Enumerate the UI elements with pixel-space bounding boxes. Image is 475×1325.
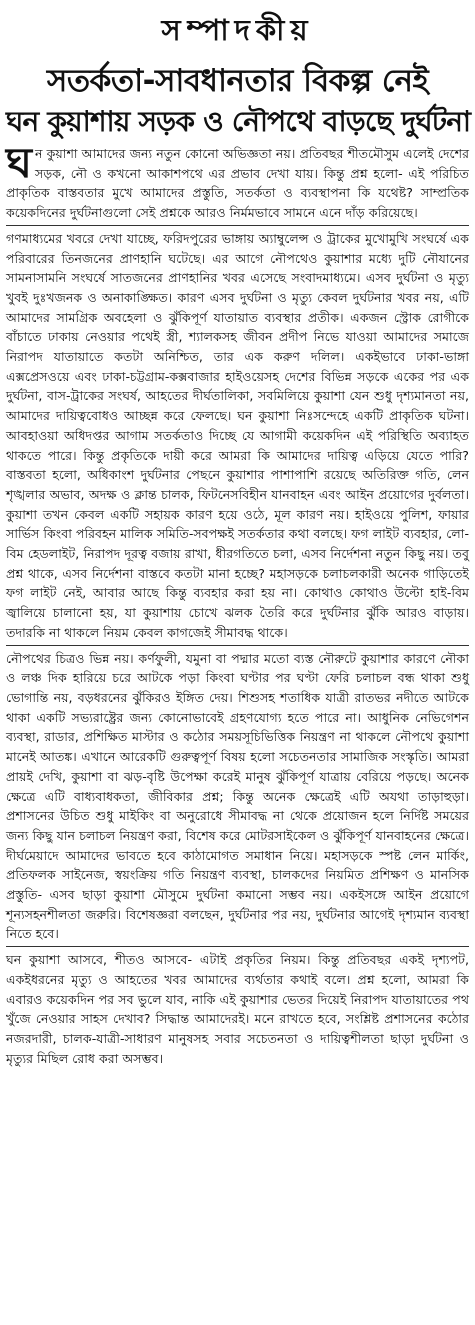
paragraph-divider [6, 225, 469, 226]
article-paragraph-text: ন কুয়াশা আমাদের জন্য নতুন কোনো অভিজ্ঞতা নয়। প্রতিবছর শীতমৌসুম এলেই দেশের সড়ক, নৌ ও কখনো আকাশপথে এর প্রভাব দেখা যায়। কিন্তু প্রশ্ন হলো- এই পরিচিত প্রাকৃতিক বাস্তবতার মুখে আমাদের প্রস্তুতি, সতর্কতা ও ব্যবস্থাপনা কি যথেষ্ট? সাম্প্রতিক কয়েকদিনের দুর্ঘটনাগুলো সেই প্রশ্নকে আরও নির্মমভাবে সামনে এনে দাঁড় করিয়েছে। [6, 146, 469, 221]
subheadline: ঘন কুয়াশায় সড়ক ও নৌপথে বাড়ছে দুর্ঘটনা [6, 105, 471, 138]
drop-cap: ঘ [6, 138, 32, 187]
paragraph-divider [6, 946, 469, 947]
section-label: সম্পাদকীয় [161, 13, 314, 47]
article-paragraph: নৌপথের চিত্রও ভিন্ন নয়। কর্ণফুলী, যমুনা বা পদ্মার মতো ব্যস্ত নৌরুটে কুয়াশার কারণে নৌকা ও লঞ্চ দিক হারিয়ে চরে আটকে পড়া কিংবা ঘণ্টার পর ঘণ্টা ফেরি চলাচল বন্ধ থাকা শুধু ভোগান্তি নয়, বড়ধরনের ঝুঁকিরও ইঙ্গিত দেয়। শিশুসহ শতাধিক যাত্রী রাতভর নদীতে আটকে থাকা একটি সভ্যরাষ্ট্রের জন্য কোনোভাবেই গ্রহণযোগ্য হতে পারে না। আধুনিক নেভিগেশন ব্যবস্থা, রাডার, প্রশিক্ষিত মাস্টার ও কঠোর সময়সূচিভিত্তিক নিয়ন্ত্রণ না থাকলে নৌপথে কুয়াশা মানেই আতঙ্ক। এখানে আরেকটি গুরুত্বপূর্ণ বিষয় হলো সচেতনতার সামাজিক সংস্কৃতি। আমরা প্রায়ই দেখি, কুয়াশা বা ঝড়-বৃষ্টি উপেক্ষা করেই মানুষ ঝুঁকিপূর্ণ যাত্রায় বেরিয়ে পড়ছে। অনেক ক্ষেত্রে এটি বাধ্যবাধকতা, জীবিকার প্রশ্ন; কিন্তু অনেক ক্ষেত্রেই এটি অযথা তাড়াহুড়া। প্রশাসনের উচিত শুধু মাইকিং বা অনুরোধে সীমাবদ্ধ না থেকে প্রয়োজন হলে নির্দিষ্ট সময়ের জন্য কিছু যান চলাচল নিয়ন্ত্রণ করা, বিশেষ করে মোটরসাইকেল ও ঝুঁকিপূর্ণ যানবাহনের ক্ষেত্রে। দীর্ঘমেয়াদে আমাদের ভাবতে হবে কাঠামোগত সমাধান নিয়ে। মহাসড়কে স্পষ্ট লেন মার্কিং, প্রতিফলক সাইনেজ, স্বয়ংক্রিয় গতি নিয়ন্ত্রণ ব্যবস্থা, চালকদের নিয়মিত প্রশিক্ষণ ও মানসিক প্রস্তুতি- এসব ছাড়া কুয়াশা মৌসুমে দুর্ঘটনা কমানো সম্ভব নয়। একইসঙ্গে আইন প্রয়োগে শূন্যসহনশীলতা জরুরি। বিশেষজ্ঞরা বলছেন, দুর্ঘটনার পর নয়, দুর্ঘটনার আগেই দৃশ্যমান ব্যবস্থা নিতে হবে। [6, 650, 469, 942]
article-paragraph: গণমাধ্যমের খবরে দেখা যাচ্ছে, ফরিদপুরের ভাঙ্গায় অ্যাম্বুলেন্স ও ট্রাকের মুখোমুখি সংঘর্ষে এক পরিবারের তিনজনের প্রাণহানি ঘটেছে। এর আগে নৌপথেও কুয়াশার মধ্যে দুটি নৌযানের সামনাসামনি সংঘর্ষে সাতজনের প্রাণহানির খবর এসেছে সংবাদমাধ্যমে। এসব দুর্ঘটনা ও মৃত্যু খুবই দুঃখজনক ও অনাকাঙ্ক্ষিত। কারণ এসব দুর্ঘটনা ও মৃত্যু কেবল দুর্ঘটনার খবর নয়, এটি আমাদের সামগ্রিক অবহেলা ও ঝুঁকিপূর্ণ যাতায়াত ব্যবস্থার প্রতীক। একজন স্ট্রোক রোগীকে বাঁচাতে ঢাকায় নেওয়ার পথেই স্ত্রী, শ্যালকসহ জীবন প্রদীপ নিভে যাওয়া আমাদের সমাজে নিরাপদ যাতায়াতে কতটা অনিশ্চিত, তার এক করুণ দলিল। একইভাবে ঢাকা-ভাঙ্গা এক্সপ্রেসওয়ে এবং ঢাকা-চট্টগ্রাম-কক্সবাজার হাইওয়েসহ দেশের বিভিন্ন সড়কে একের পর এক দুর্ঘটনা, বাস-ট্রাকের সংঘর্ষ, আহতের দীর্ঘতালিকা, সবমিলিয়ে কুয়াশা যেন শুধু দৃশ্যমানতা নয়, আমাদের দায়িত্ববোধও আচ্ছন্ন করে ফেলছে। ঘন কুয়াশা নিঃসন্দেহে একটি প্রাকৃতিক ঘটনা। আবহাওয়া অধিদপ্তর আগাম সতর্কতাও দিচ্ছে যে আগামী কয়েকদিন এই পরিস্থিতি অব্যাহত থাকতে পারে। কিন্তু প্রকৃতিকে দায়ী করে আমরা কি আমাদের দায়িত্ব এড়িয়ে যেতে পারি? বাস্তবতা হলো, অধিকাংশ দুর্ঘটনার পেছনে কুয়াশার পাশাপাশি রয়েছে অতিরিক্ত গতি, লেন শৃঙ্খলার অভাব, অদক্ষ ও ক্লান্ত চালক, ফিটনেসবিহীন যানবাহন এবং আইন প্রয়োগের দুর্বলতা। কুয়াশা তখন কেবল একটি সহায়ক কারণ হয়ে ওঠে, মূল কারণ নয়। হাইওয়ে পুলিশ, ফায়ার সার্ভিস কিংবা পরিবহন মালিক সমিতি-সবপক্ষই সতর্কতার কথা বলছে। ফগ লাইট ব্যবহার, লো-বিম হেডলাইট, নিরাপদ দূরত্ব বজায় রাখা, ধীরগতিতে চলা, এসব নির্দেশনা নতুন কিছু নয়। তবু প্রশ্ন থাকে, এসব নির্দেশনা বাস্তবে কতটা মানা হচ্ছে? মহাসড়কে চলাচলকারী অনেক গাড়িতেই ফগ লাইট নেই, আবার আছে কিন্তু ব্যবহার করা হয় না। কোথাও কোথাও উল্টো হাই-বিম জ্বালিয়ে চালানো হয়, যা কুয়াশায় চোখে ঝলক তৈরি করে দুর্ঘটনার ঝুঁকি আরও বাড়ায়। তদারকি না থাকলে নিয়ম কেবল কাগজেই সীমাবদ্ধ থাকে। [6, 230, 469, 640]
article-body [6, 138, 469, 1068]
article-paragraph: ঘন কুয়াশা আসবে, শীতও আসবে- এটাই প্রকৃতির নিয়ম। কিন্তু প্রতিবছর একই দৃশ্যপট, একইধরনের মৃত্যু ও আহতের খবর আমাদের ব্যর্থতার কথাই বলে। প্রশ্ন হলো, আমরা কি এবারও কয়েকদিন পর সব ভুলে যাব, নাকি এই কুয়াশার ভেতর দিয়েই নিরাপদ যাতায়াতের পথ খুঁজে নেওয়ার সাহস দেখাব? সিদ্ধান্ত আমাদেরই। মনে রাখতে হবে, সংশ্লিষ্ট প্রশাসনের কঠোর নজরদারী, চালক-যাত্রী-সাধারণ মানুষসহ সবার সচেতনতা ও দায়িত্বশীলতা ছাড়া দুর্ঘটনা ও মৃত্যুর মিছিল রোধ করা অসম্ভব। [6, 952, 469, 1066]
article-paragraph [6, 138, 469, 223]
headline: সতর্কতা-সাবধানতার বিকল্প নেই [46, 63, 429, 99]
paragraph-divider [6, 645, 469, 646]
